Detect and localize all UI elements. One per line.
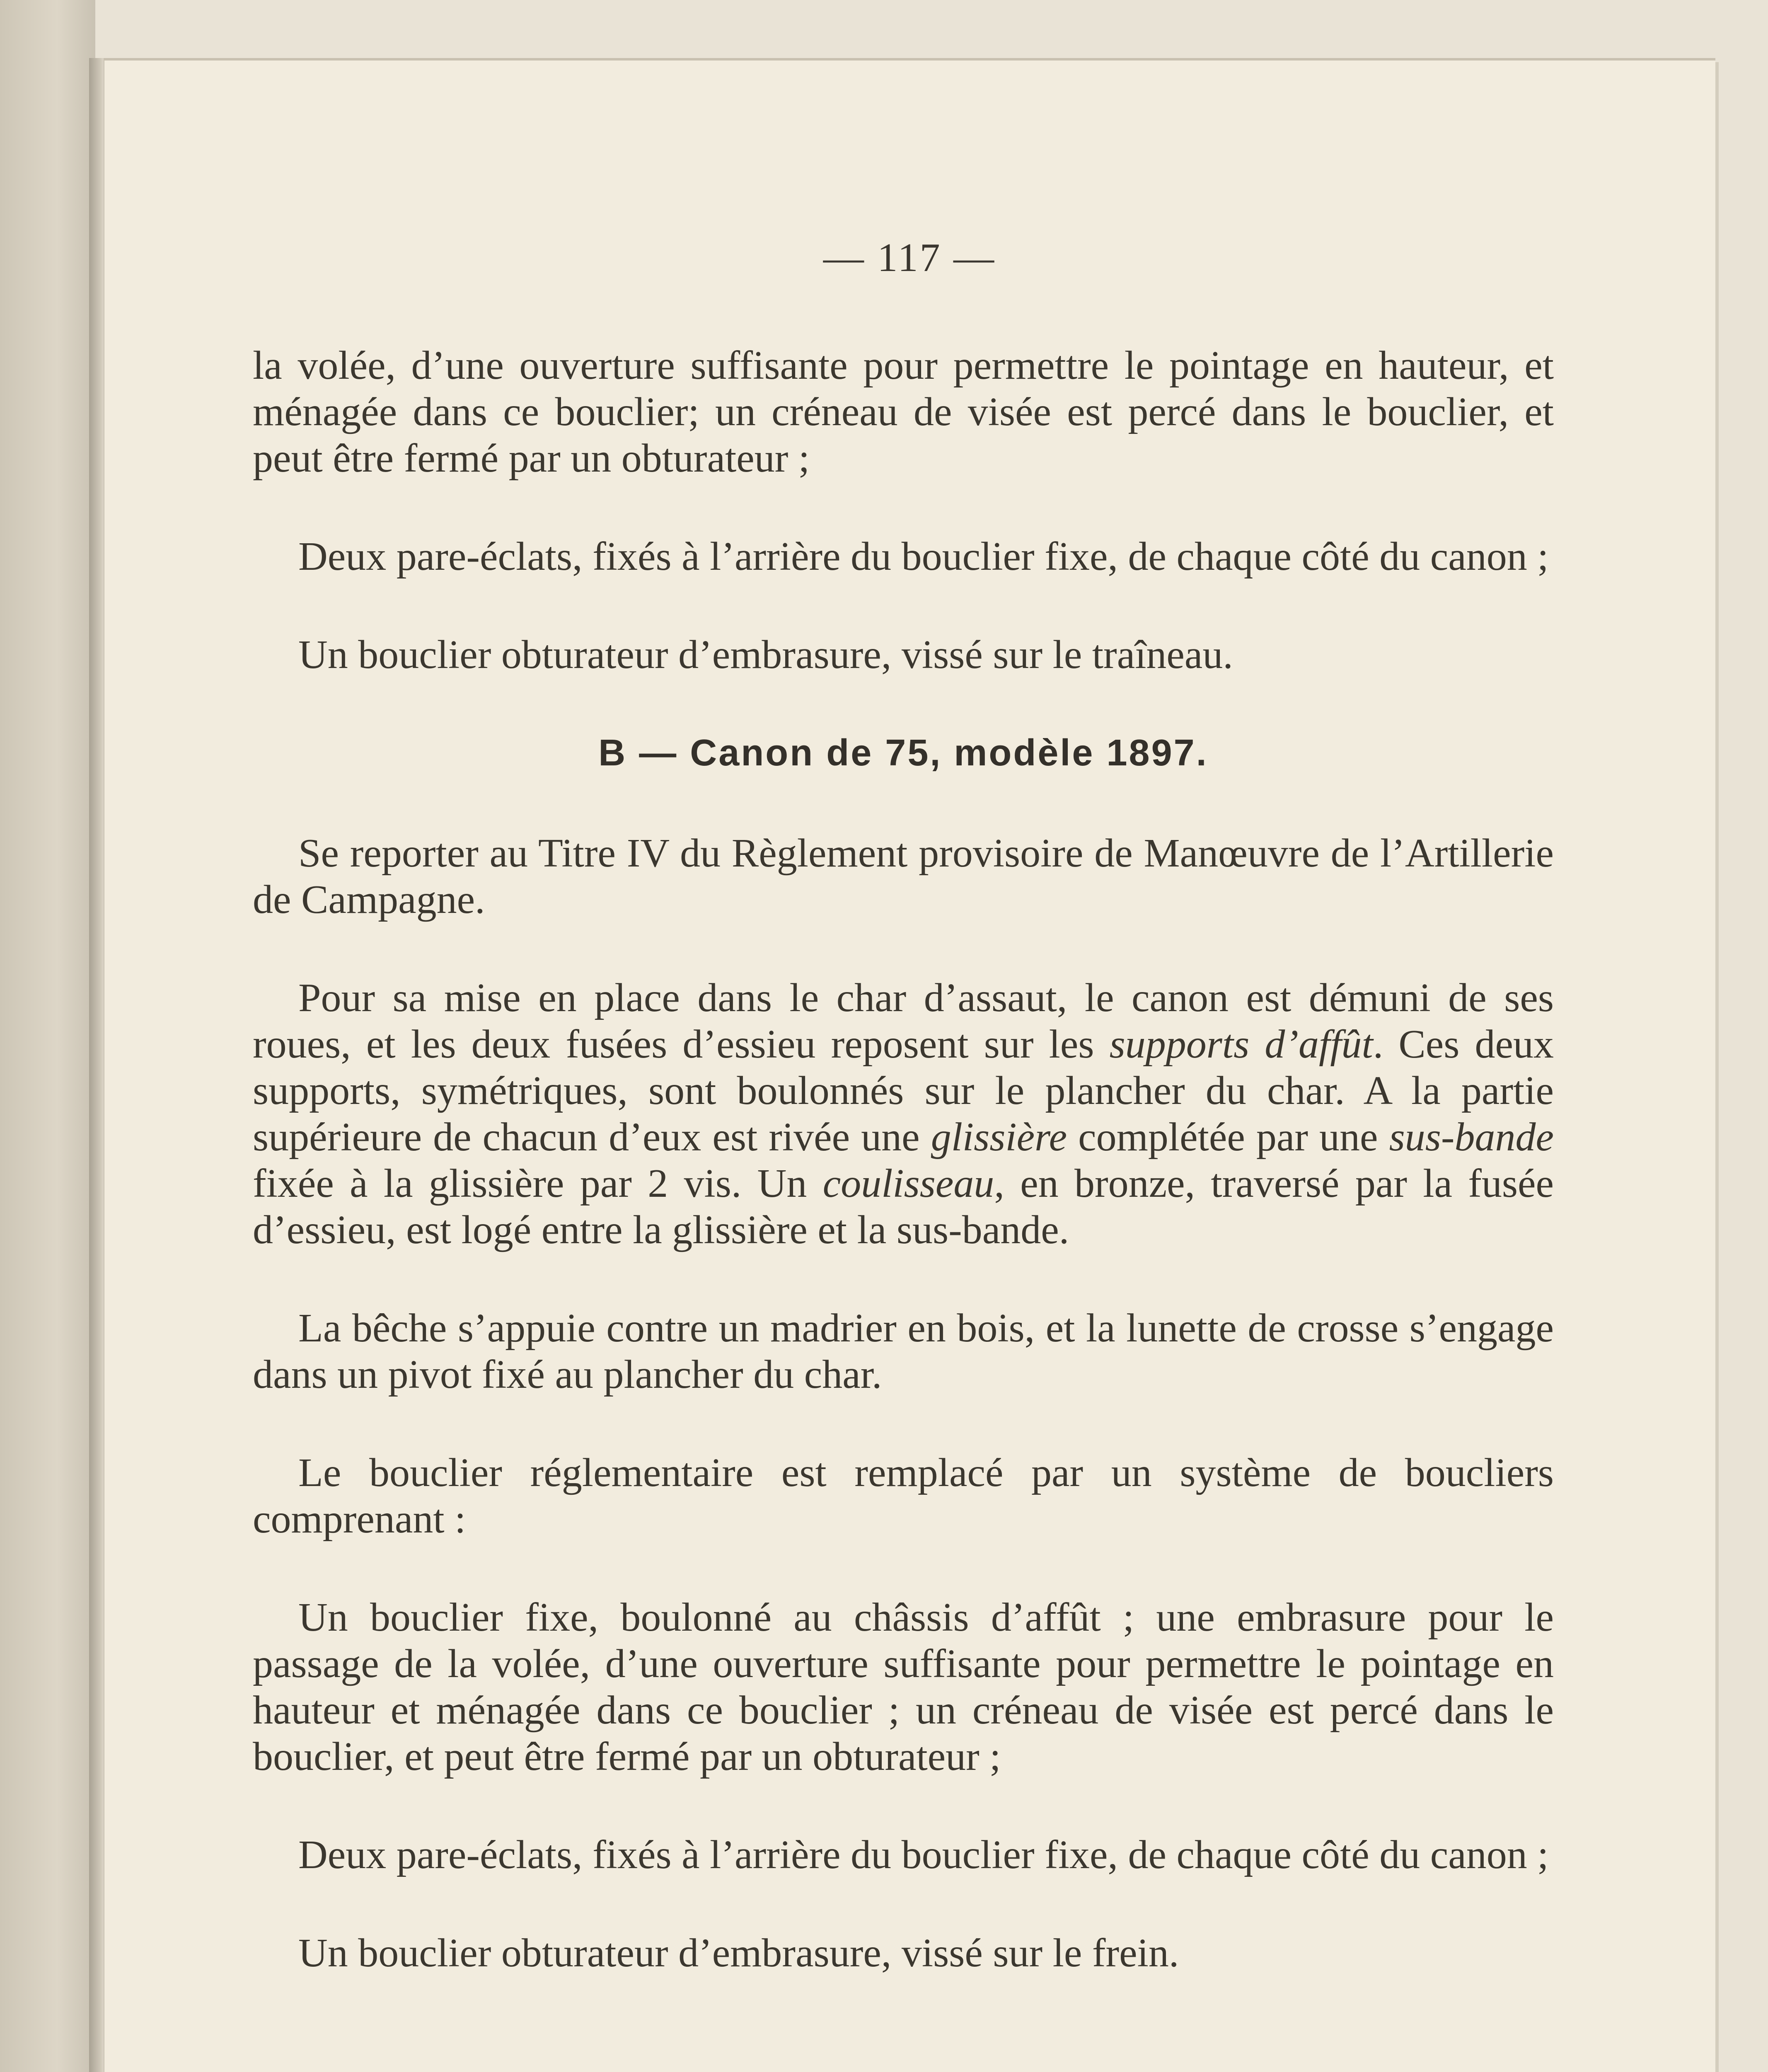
- paragraph: la volée, d’une ouverture suffisante pour permettre le pointage en hauteur, et ménagée dans ce bouclier; un créneau de visée est percé dans le bouclier, et peut être fermé par un obturateur ;: [253, 343, 1554, 481]
- text-run: complétée par une: [1067, 1115, 1389, 1159]
- page-number: — 117 —: [823, 235, 996, 280]
- section-heading: B — Canon de 75, modèle 1897.: [598, 732, 1208, 774]
- text-run: Pour sa mise en place dans le char d’assaut, le canon est démuni de ses roues, et les deux fusées d’essieu reposent sur les: [253, 975, 1554, 1067]
- paragraph: Deux pare-éclats, fixés à l’arrière du bouclier fixe, de chaque côté du canon ;: [298, 1832, 1549, 1877]
- text-run: , en bronze, traversé par la fusée d’essieu, est logé entre la glissière et la sus-bande.: [253, 1161, 1554, 1252]
- italic-term: sus-bande: [1389, 1115, 1554, 1159]
- facing-page-edge: [0, 0, 95, 2072]
- text-run: . Ces deux supports, symétriques, sont boulonnés sur le plancher du char. A la partie supérieure de chacun d’eux est rivée une: [253, 1022, 1554, 1159]
- paragraph: Le bouclier réglementaire est remplacé par un système de boucliers comprenant :: [253, 1450, 1554, 1542]
- document-page: [104, 58, 1715, 2072]
- paragraph: La bêche s’appuie contre un madrier en bois, et la lunette de crosse s’engage dans un pivot fixé au plancher du char.: [253, 1306, 1554, 1397]
- paragraph: Un bouclier obturateur d’embrasure, vissé sur le frein.: [298, 1931, 1179, 1975]
- italic-term: glissière: [931, 1115, 1067, 1159]
- italic-term: coulisseau: [822, 1161, 994, 1206]
- paragraph: Se reporter au Titre IV du Règlement provisoire de Manœuvre de l’Artillerie de Campagne.: [253, 831, 1554, 922]
- paragraph: Un bouclier fixe, boulonné au châssis d’affût ; une embrasure pour le passage de la volée, d’une ouverture suffisante pour permettre le pointage en hauteur et ménagée dans ce bouclier ; un créneau de visée est percé dans le bouclier, et peut être fermé par un obturateur ;: [253, 1595, 1554, 1779]
- paragraph: [253, 975, 1554, 1253]
- book-gutter: [89, 58, 106, 2072]
- italic-term: supports d’affût: [1109, 1022, 1373, 1067]
- paragraph: Un bouclier obturateur d’embrasure, vissé sur le traîneau.: [298, 632, 1233, 677]
- paragraph: Deux pare-éclats, fixés à l’arrière du bouclier fixe, de chaque côté du canon ;: [298, 534, 1549, 579]
- body-text: [253, 342, 1554, 2028]
- text-run: fixée à la glissière par 2 vis. Un: [253, 1161, 823, 1206]
